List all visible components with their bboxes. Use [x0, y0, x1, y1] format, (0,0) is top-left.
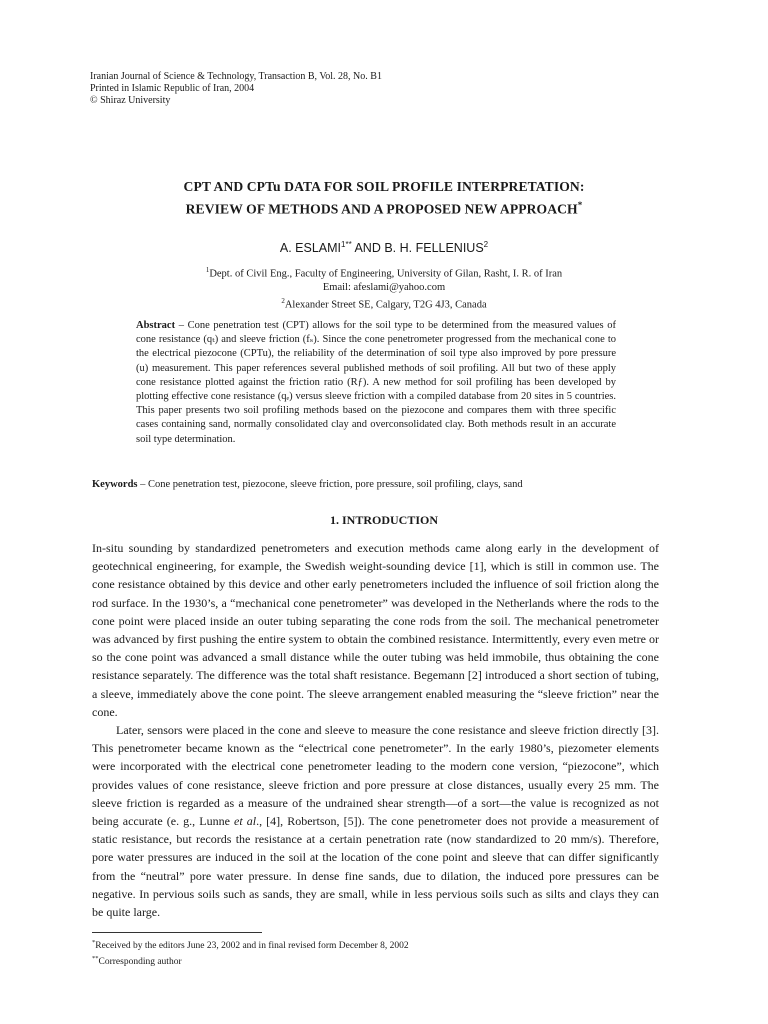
author-line [90, 240, 678, 255]
affiliation-2 [90, 295, 678, 312]
paragraph-2-etal: et al [234, 814, 257, 829]
title-line-1: CPT AND CPTu DATA FOR SOIL PROFILE INTERPRETATION: [183, 179, 585, 194]
title-footnote-mark: * [577, 200, 583, 210]
affiliation-1-text: Dept. of Civil Eng., Faculty of Engineering, University of Gilan, Rasht, I. R. of Iran [209, 268, 563, 280]
journal-header [90, 71, 382, 107]
author-2: AND B. H. FELLENIUS [351, 241, 484, 256]
affiliation-2-mark: 2 [281, 296, 285, 305]
author-email: Email: afeslami@yahoo.com [322, 282, 446, 293]
affiliations [90, 264, 678, 312]
affiliation-1 [90, 264, 678, 281]
paragraph-2-part-a: Later, sensors were placed in the cone and sleeve to measure the cone resistance and sleeve friction directly [3]. This penetrometer became known as the “electrical cone penetrometer”. In the early 1980’s, piezometer elements were incorporated with the electrical cone penetrometer leading to the modern cone version, “piezocone”, which provides values of cone resistance, sleeve friction and pore pressure at close distances, usually every 25 mm. The sleeve friction is regarded as a measure of the undrained shear strength—of a sort—the value is recognized as not being accurate (e. g., Lunne [92, 723, 659, 829]
keywords-text: – Cone penetration test, piezocone, sleeve friction, pore pressure, soil profiling, clays, sand [137, 479, 523, 490]
body-text [92, 539, 659, 921]
abstract-label: Abstract [136, 320, 176, 331]
copyright-line: © Shiraz University [90, 95, 171, 106]
footnote-2-mark: ** [92, 954, 99, 962]
abstract [136, 319, 616, 447]
footnotes [92, 937, 409, 968]
paper-title [90, 177, 678, 219]
author-2-mark: 2 [483, 240, 489, 249]
paragraph-2 [92, 721, 659, 921]
affiliation-2-text: Alexander Street SE, Calgary, T2G 4J3, Canada [284, 299, 487, 310]
keywords [92, 479, 676, 490]
title-line-2 [90, 196, 678, 219]
affiliation-1-mark: 1 [205, 266, 210, 274]
footnote-1-mark: * [92, 939, 96, 946]
keywords-label: Keywords [92, 479, 138, 490]
footnote-1-text: Received by the editors June 23, 2002 and in final revised form December 8, 2002 [95, 941, 409, 952]
section-heading: 1. INTRODUCTION [329, 513, 438, 527]
paragraph-2-part-b: ., [4], Robertson, [5]). The cone penetrometer does not provide a measurement of static resistance, but records the resistance at a certain penetration rate (now standardized to 20 mm/s). Therefore, pore water pressures are induced in the soil at the location of the cone point and sleeve that can differ significantly from the “neutral” pore water pressure. In dense fine sands, due to dilation, the induced pore pressures can be negative. In pervious soils such as sands, they are small, while in less pervious soils such as silts and clays they can be quite large. [92, 814, 659, 920]
footnote-2 [92, 953, 409, 969]
title-line-2-text: REVIEW OF METHODS AND A PROPOSED NEW APPROACH [185, 201, 578, 217]
footnote-1 [92, 937, 409, 953]
author-1: A. ESLAMI [279, 241, 341, 256]
printed-line: Printed in Islamic Republic of Iran, 2004 [90, 83, 255, 94]
footnote-rule [92, 932, 262, 933]
author-1-mark: 1** [341, 240, 352, 249]
paragraph-1: In-situ sounding by standardized penetrometers and execution methods came along early in the development of geotechnical engineering, for example, the Swedish weight-sounding device [1], which is still in common use. The cone resistance obtained by this device and other early penetrometers included the influence of soil friction along the rod surface. In the 1930’s, a “mechanical cone penetrometer” was developed in the Netherlands where the rods to the cone point were placed inside an outer tubing separating the cone rods from the soil. The mechanical penetrometer was advanced by first pushing the entire system to obtain the combined resistance. Intermittently, every even metre or so the cone point was advanced a small distance while the outer tubing was held immobile, thus obtaining the cone resistance separately. The difference was the total shaft resistance. Begemann [2] introduced a short section of tubing, a sleeve, immediately above the cone point. The sleeve arrangement enabled measuring the “sleeve friction” near the cone. [92, 541, 659, 719]
journal-line: Iranian Journal of Science & Technology, Transaction B, Vol. 28, No. B1 [90, 71, 382, 82]
footnote-2-text: Corresponding author [98, 956, 182, 967]
abstract-text: – Cone penetration test (CPT) allows for the soil type to be determined from the measured values of cone resistance (qₜ) and sleeve friction (fₛ). Since the cone penetrometer progressed from the mechanical cone to the electrical piezocone (CPTu), the reliability of the determination of soil type also improved by pore pressure (u) measurement. This paper references several published methods of soil profiling. All but two of these apply cone resistance plotted against the friction ratio (Rƒ). A new method for soil profiling has been developed by plotting effective cone resistance (qₑ) versus sleeve friction with a compiled database from 20 sites in 5 countries. This paper presents two soil profiling methods based on the piezocone and compares them with three specific cases containing sand, normally consolidated clay and overconsolidated clay. Both methods result in an accurate soil type determination. [136, 320, 616, 445]
